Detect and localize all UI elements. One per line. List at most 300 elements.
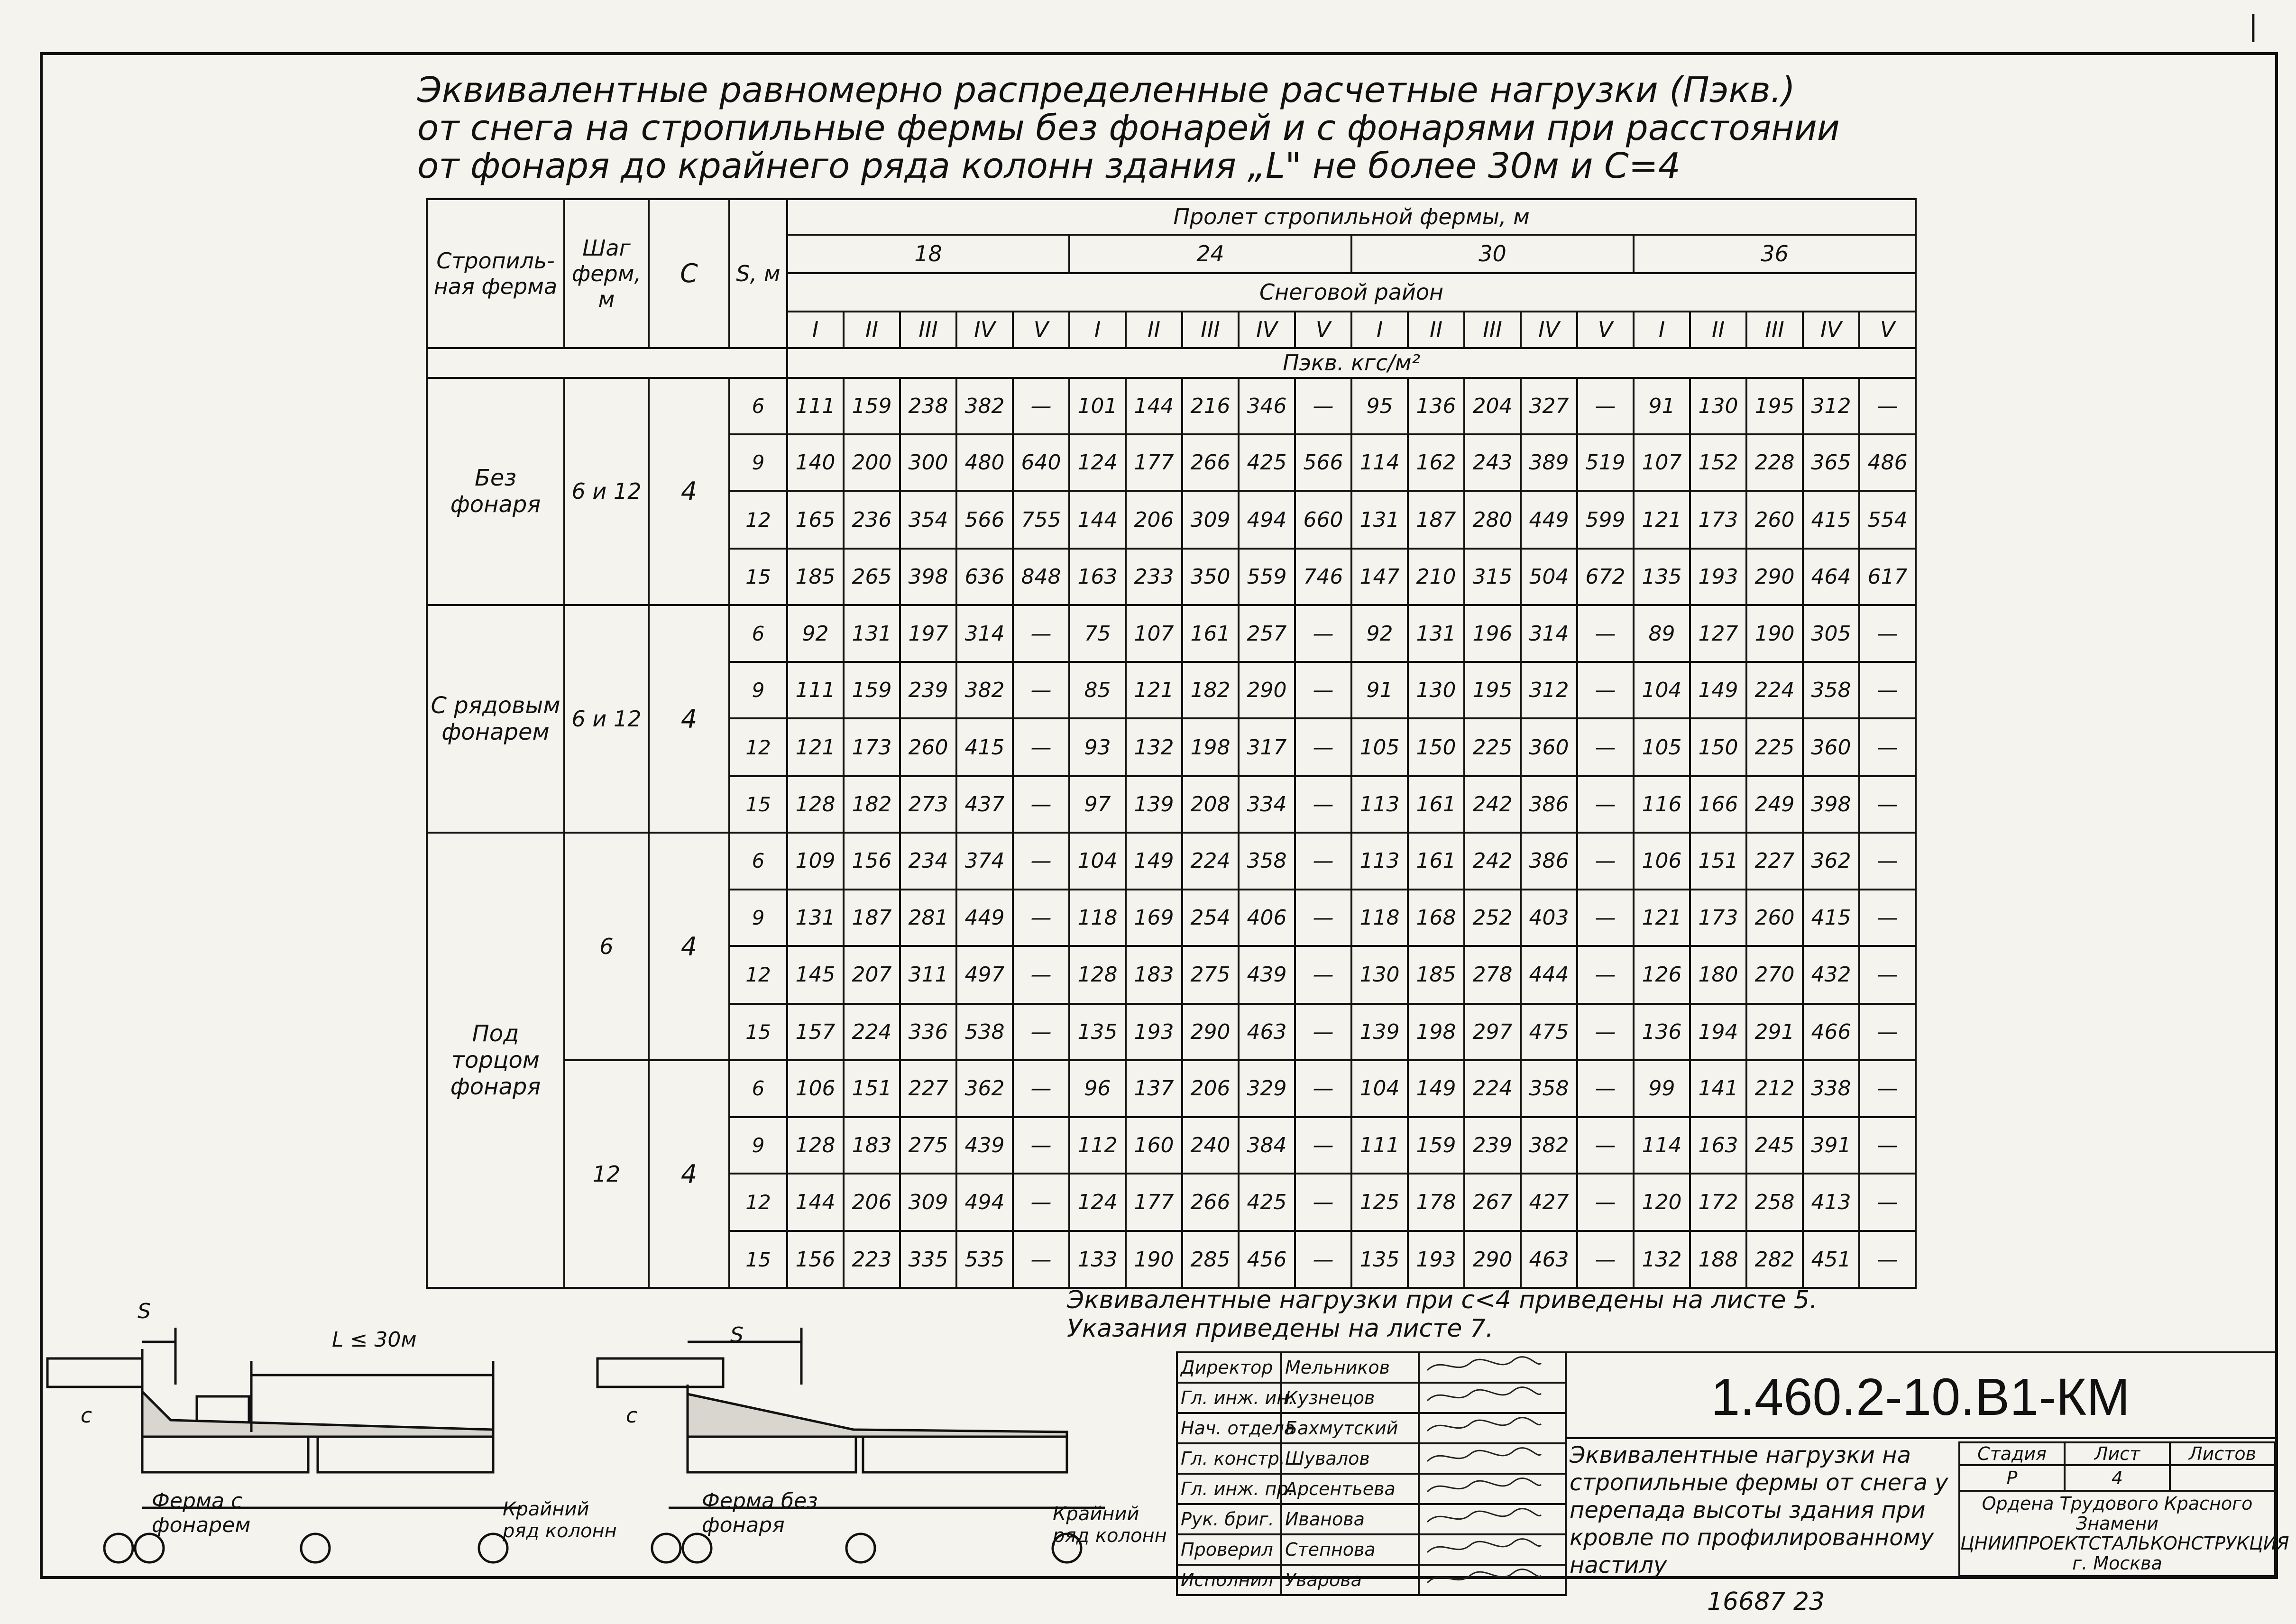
table-row [427,605,1916,661]
load-cell: — [1577,1060,1634,1117]
load-cell: 258 [1746,1174,1803,1231]
load-cell: 365 [1803,434,1859,491]
load-cell: 121 [787,718,844,776]
load-cell: — [1859,718,1916,776]
s-value: 6 [729,1060,787,1117]
truss-type: С рядовым фонарем [427,605,564,833]
load-cell: 486 [1859,434,1916,491]
load-cell: 391 [1803,1117,1859,1174]
load-cell: — [1577,1231,1634,1288]
load-cell: 195 [1464,662,1521,718]
load-cell: 225 [1464,718,1521,776]
load-cell: — [1295,776,1351,833]
load-cell: 243 [1464,434,1521,491]
person-name: Арсентьева [1281,1474,1419,1504]
load-cell: 112 [1069,1117,1126,1174]
notes [1067,1286,1818,1343]
load-cell: 242 [1464,776,1521,833]
load-cell: 111 [1351,1117,1408,1174]
load-cell: 297 [1464,1004,1521,1060]
upper-roof-left [47,1358,142,1387]
truss-step: 12 [564,1060,649,1288]
signature [1419,1443,1566,1474]
handwritten-signature [1423,1445,1546,1468]
loads-table-body [427,199,1916,1288]
load-cell: 118 [1069,890,1126,946]
load-cell: — [1577,378,1634,434]
load-cell: 636 [956,549,1013,605]
load-cell: 233 [1126,549,1182,605]
load-cell: 187 [1408,491,1464,548]
load-cell: 198 [1182,718,1239,776]
load-cell: 260 [1746,491,1803,548]
load-cell: 150 [1408,718,1464,776]
header-step: Шаг ферм, м [564,199,649,348]
header-c: C [649,199,729,348]
load-cell: — [1577,662,1634,718]
load-cell: 125 [1351,1174,1408,1231]
document-code: 1.460.2-10.В1-КМ [1565,1351,2276,1439]
header-units: Пэкв. кгс/м² [787,348,1916,378]
load-cell: 105 [1634,718,1690,776]
load-cell: — [1859,776,1916,833]
load-cell: — [1013,718,1069,776]
load-cell: 128 [787,1117,844,1174]
sketch-edge-row-right: Крайний ряд колонн [1053,1503,1167,1547]
span-2: 30 [1351,235,1634,273]
load-cell: 290 [1464,1231,1521,1288]
signature-row [1177,1474,1566,1504]
load-cell: 197 [900,605,956,661]
load-cell: 427 [1521,1174,1577,1231]
load-cell: 159 [1408,1117,1464,1174]
load-cell: 267 [1464,1174,1521,1231]
load-cell: 559 [1239,549,1295,605]
load-cell: — [1577,946,1634,1003]
person-name: Мельников [1281,1352,1419,1383]
load-cell: 290 [1182,1004,1239,1060]
load-cell: 91 [1634,378,1690,434]
stage-label: Стадия [1959,1442,2065,1465]
load-cell: 130 [1690,378,1746,434]
load-cell: 75 [1069,605,1126,661]
load-cell: 131 [787,890,844,946]
load-cell: 282 [1746,1231,1803,1288]
load-cell: — [1859,946,1916,1003]
load-cell: 382 [956,662,1013,718]
load-cell: 93 [1069,718,1126,776]
load-cell: 238 [900,378,956,434]
load-cell: 149 [1126,833,1182,889]
load-cell: — [1859,1174,1916,1231]
load-cell: — [1577,1174,1634,1231]
load-cell: 309 [900,1174,956,1231]
load-cell: 266 [1182,1174,1239,1231]
load-cell: 163 [1690,1117,1746,1174]
load-cell: 124 [1069,1174,1126,1231]
load-cell: 566 [956,491,1013,548]
load-cell: 161 [1408,776,1464,833]
load-cell: 106 [787,1060,844,1117]
sheet-description: Эквивалентные нагрузки на стропильные фермы от снега у перепада высоты здания при кровле по профилированному настилу [1570,1442,1948,1578]
person-name: Уварова [1281,1565,1419,1595]
load-cell: 413 [1803,1174,1859,1231]
load-cell: 504 [1521,549,1577,605]
load-cell: 160 [1126,1117,1182,1174]
load-cell: 121 [1634,890,1690,946]
load-cell: 185 [1408,946,1464,1003]
load-cell: 224 [1746,662,1803,718]
truss-type: Без фонаря [427,378,564,606]
load-cell: — [1859,833,1916,889]
load-cell: 89 [1634,605,1690,661]
load-cell: — [1013,1117,1069,1174]
position: Гл. инж. пр. [1177,1474,1281,1504]
region-1-1: II [1126,312,1182,348]
load-cell: 193 [1690,549,1746,605]
load-cell: 150 [1690,718,1746,776]
load-cell: 151 [844,1060,900,1117]
handwritten-signature [1423,1566,1546,1590]
load-cell: 97 [1069,776,1126,833]
load-cell: 85 [1069,662,1126,718]
load-cell: 121 [1126,662,1182,718]
load-cell: 278 [1464,946,1521,1003]
load-cell: 156 [844,833,900,889]
load-cell: 463 [1521,1231,1577,1288]
load-cell: — [1013,1004,1069,1060]
load-cell: 133 [1069,1231,1126,1288]
load-cell: 104 [1069,833,1126,889]
load-cell: 266 [1182,434,1239,491]
load-cell: 300 [900,434,956,491]
load-cell: 204 [1464,378,1521,434]
load-cell: 144 [1069,491,1126,548]
load-cell: — [1013,946,1069,1003]
load-cell: — [1577,833,1634,889]
load-cell: — [1295,1060,1351,1117]
c-value: 4 [649,1060,729,1288]
s-value: 12 [729,491,787,548]
signature [1419,1504,1566,1534]
load-cell: — [1577,890,1634,946]
load-cell: 239 [900,662,956,718]
load-cell: 463 [1239,1004,1295,1060]
handwritten-signature [1423,1354,1546,1377]
load-cell: 327 [1521,378,1577,434]
load-cell: 136 [1634,1004,1690,1060]
load-cell: — [1295,1004,1351,1060]
load-cell: 242 [1464,833,1521,889]
load-cell: 265 [844,549,900,605]
sketch-c-right: c [626,1404,638,1428]
load-cell: 464 [1803,549,1859,605]
load-cell: 151 [1690,833,1746,889]
load-cell: 425 [1239,1174,1295,1231]
load-cell: 755 [1013,491,1069,548]
load-cell: 280 [1464,491,1521,548]
position: Гл. констр. [1177,1443,1281,1474]
load-cell: 116 [1634,776,1690,833]
signature-row [1177,1504,1566,1534]
load-cell: 193 [1126,1004,1182,1060]
region-3-0: I [1634,312,1690,348]
load-cell: 131 [1351,491,1408,548]
load-cell: 415 [956,718,1013,776]
load-cell: 466 [1803,1004,1859,1060]
s-value: 6 [729,378,787,434]
load-cell: — [1295,718,1351,776]
load-cell: 207 [844,946,900,1003]
region-3-4: V [1859,312,1916,348]
load-cell: 329 [1239,1060,1295,1117]
load-cell: — [1859,605,1916,661]
load-cell: — [1295,378,1351,434]
load-cell: 746 [1295,549,1351,605]
load-cell: 135 [1351,1231,1408,1288]
load-cell: 305 [1803,605,1859,661]
load-cell: 130 [1351,946,1408,1003]
load-cell: 346 [1239,378,1295,434]
load-cell: 132 [1634,1231,1690,1288]
next-truss-left [318,1437,493,1472]
position: Нач. отдела [1177,1413,1281,1443]
load-cell: 260 [900,718,956,776]
load-cell: 444 [1521,946,1577,1003]
load-cell: 137 [1126,1060,1182,1117]
load-cell: 439 [1239,946,1295,1003]
s-value: 6 [729,605,787,661]
load-cell: 128 [1069,946,1126,1003]
load-cell: 147 [1351,549,1408,605]
load-cell: 113 [1351,776,1408,833]
organization: Ордена Трудового Красного Знамени ЦНИИПРОЕКТСТАЛЬКОНСТРУКЦИЯ г. Москва [1959,1491,2275,1576]
load-cell: 314 [956,605,1013,661]
load-cell: 194 [1690,1004,1746,1060]
load-cell: — [1295,1231,1351,1288]
load-cell: 290 [1239,662,1295,718]
load-cell: 131 [1408,605,1464,661]
stage-table [1958,1441,2289,1577]
load-cell: 157 [787,1004,844,1060]
s-value: 9 [729,662,787,718]
load-cell: 104 [1634,662,1690,718]
load-cell: — [1577,1117,1634,1174]
signature-row [1177,1383,1566,1413]
region-2-4: V [1577,312,1634,348]
load-cell: — [1295,662,1351,718]
sketch-edge-row-left: Крайний ряд колонн [503,1498,617,1542]
person-name: Бахмутский [1281,1413,1419,1443]
load-cell: 149 [1690,662,1746,718]
load-cell: 358 [1521,1060,1577,1117]
header-span: Пролет стропильной фермы, м [787,199,1916,235]
load-cell: 206 [1126,491,1182,548]
load-cell: — [1295,1174,1351,1231]
load-cell: 519 [1577,434,1634,491]
c-value: 4 [649,378,729,606]
load-cell: 106 [1634,833,1690,889]
signature-row [1177,1565,1566,1595]
load-cell: 456 [1239,1231,1295,1288]
load-cell: 311 [900,946,956,1003]
load-cell: — [1013,833,1069,889]
load-cell: 140 [787,434,844,491]
load-cell: 554 [1859,491,1916,548]
load-cell: 92 [787,605,844,661]
load-cell: 177 [1126,434,1182,491]
load-cell: 141 [1690,1060,1746,1117]
sketch-c-left: c [81,1404,92,1428]
load-cell: 338 [1803,1060,1859,1117]
load-cell: 95 [1351,378,1408,434]
load-cell: 228 [1746,434,1803,491]
sketch-s-left: S [138,1299,151,1323]
region-2-1: II [1408,312,1464,348]
note-2: Указания приведены на листе 7. [1067,1314,1494,1343]
load-cell: — [1013,1231,1069,1288]
load-cell: 291 [1746,1004,1803,1060]
s-value: 9 [729,434,787,491]
truss-step: 6 и 12 [564,605,649,833]
load-cell: 109 [787,833,844,889]
region-1-2: III [1182,312,1239,348]
load-cell: 196 [1464,605,1521,661]
load-cell: 425 [1239,434,1295,491]
load-cell: 406 [1239,890,1295,946]
load-cell: — [1859,1060,1916,1117]
handwritten-signature [1423,1536,1546,1560]
table-row [427,833,1916,889]
load-cell: 362 [1803,833,1859,889]
load-cell: 161 [1182,605,1239,661]
load-cell: 144 [787,1174,844,1231]
load-cell: 275 [1182,946,1239,1003]
load-cell: 382 [1521,1117,1577,1174]
load-cell: 169 [1126,890,1182,946]
load-cell: 449 [956,890,1013,946]
load-cell: 315 [1464,549,1521,605]
load-cell: 127 [1690,605,1746,661]
load-cell: — [1013,605,1069,661]
load-cell: 190 [1126,1231,1182,1288]
load-cell: 312 [1521,662,1577,718]
signature-row [1177,1534,1566,1565]
load-cell: 206 [1182,1060,1239,1117]
sheets-label: Листов [2170,1442,2275,1465]
load-cell: 212 [1746,1060,1803,1117]
load-cell: 128 [787,776,844,833]
sheet-label: Лист [2065,1442,2170,1465]
load-cell: 480 [956,434,1013,491]
sketch-left-truss-label: Ферма с фонарем [152,1489,251,1537]
s-value: 15 [729,549,787,605]
stage-value: Р [1959,1465,2065,1491]
note-1: Эквивалентные нагрузки при c<4 приведены на листе 5. [1067,1286,1818,1314]
load-cell: 437 [956,776,1013,833]
load-cell: 358 [1803,662,1859,718]
load-cell: 135 [1634,549,1690,605]
load-cell: 257 [1239,605,1295,661]
load-cell: — [1577,605,1634,661]
load-cell: 439 [956,1117,1013,1174]
load-cell: 599 [1577,491,1634,548]
load-cell: 99 [1634,1060,1690,1117]
region-1-4: V [1295,312,1351,348]
load-cell: 449 [1521,491,1577,548]
signature [1419,1474,1566,1504]
load-cell: 475 [1521,1004,1577,1060]
load-cell: 91 [1351,662,1408,718]
load-cell: 270 [1746,946,1803,1003]
sketch-l-label: L ≤ 30м [332,1328,417,1352]
load-cell: 107 [1126,605,1182,661]
load-cell: 118 [1351,890,1408,946]
load-cell: 312 [1803,378,1859,434]
load-cell: 121 [1634,491,1690,548]
header-s: S, м [729,199,787,348]
units-blank [427,348,787,378]
truss-with-lantern [142,1437,308,1472]
load-cell: 535 [956,1231,1013,1288]
truss-type: Под торцом фонаря [427,833,564,1288]
span-0: 18 [787,235,1069,273]
load-cell: — [1013,662,1069,718]
region-1-3: IV [1239,312,1295,348]
load-cell: 451 [1803,1231,1859,1288]
load-cell: — [1013,378,1069,434]
load-cell: 190 [1746,605,1803,661]
load-cell: 254 [1182,890,1239,946]
c-value: 4 [649,833,729,1060]
span-1: 24 [1069,235,1351,273]
load-cell: 227 [1746,833,1803,889]
load-cell: 386 [1521,776,1577,833]
load-cell: — [1295,1117,1351,1174]
load-cell: 96 [1069,1060,1126,1117]
region-2-0: I [1351,312,1408,348]
load-cell: — [1577,1004,1634,1060]
load-cell: 185 [787,549,844,605]
load-cell: — [1295,833,1351,889]
load-cell: 144 [1126,378,1182,434]
s-value: 15 [729,1004,787,1060]
load-cell: 166 [1690,776,1746,833]
load-cell: 165 [787,491,844,548]
load-cell: 285 [1182,1231,1239,1288]
load-cell: 152 [1690,434,1746,491]
region-2-2: III [1464,312,1521,348]
load-cell: 398 [1803,776,1859,833]
load-cell: 139 [1351,1004,1408,1060]
region-0-4: V [1013,312,1069,348]
load-cell: 168 [1408,890,1464,946]
load-cell: 187 [844,890,900,946]
load-cell: 162 [1408,434,1464,491]
load-cell: — [1859,378,1916,434]
sheets-value [2170,1465,2275,1491]
load-cell: 260 [1746,890,1803,946]
load-cell: 135 [1069,1004,1126,1060]
load-cell: — [1295,605,1351,661]
load-cell: 538 [956,1004,1013,1060]
load-cell: 497 [956,946,1013,1003]
load-cell: 173 [844,718,900,776]
header-truss: Стропиль-ная ферма [427,199,564,348]
signature [1419,1413,1566,1443]
load-cell: 183 [1126,946,1182,1003]
load-cell: 617 [1859,549,1916,605]
